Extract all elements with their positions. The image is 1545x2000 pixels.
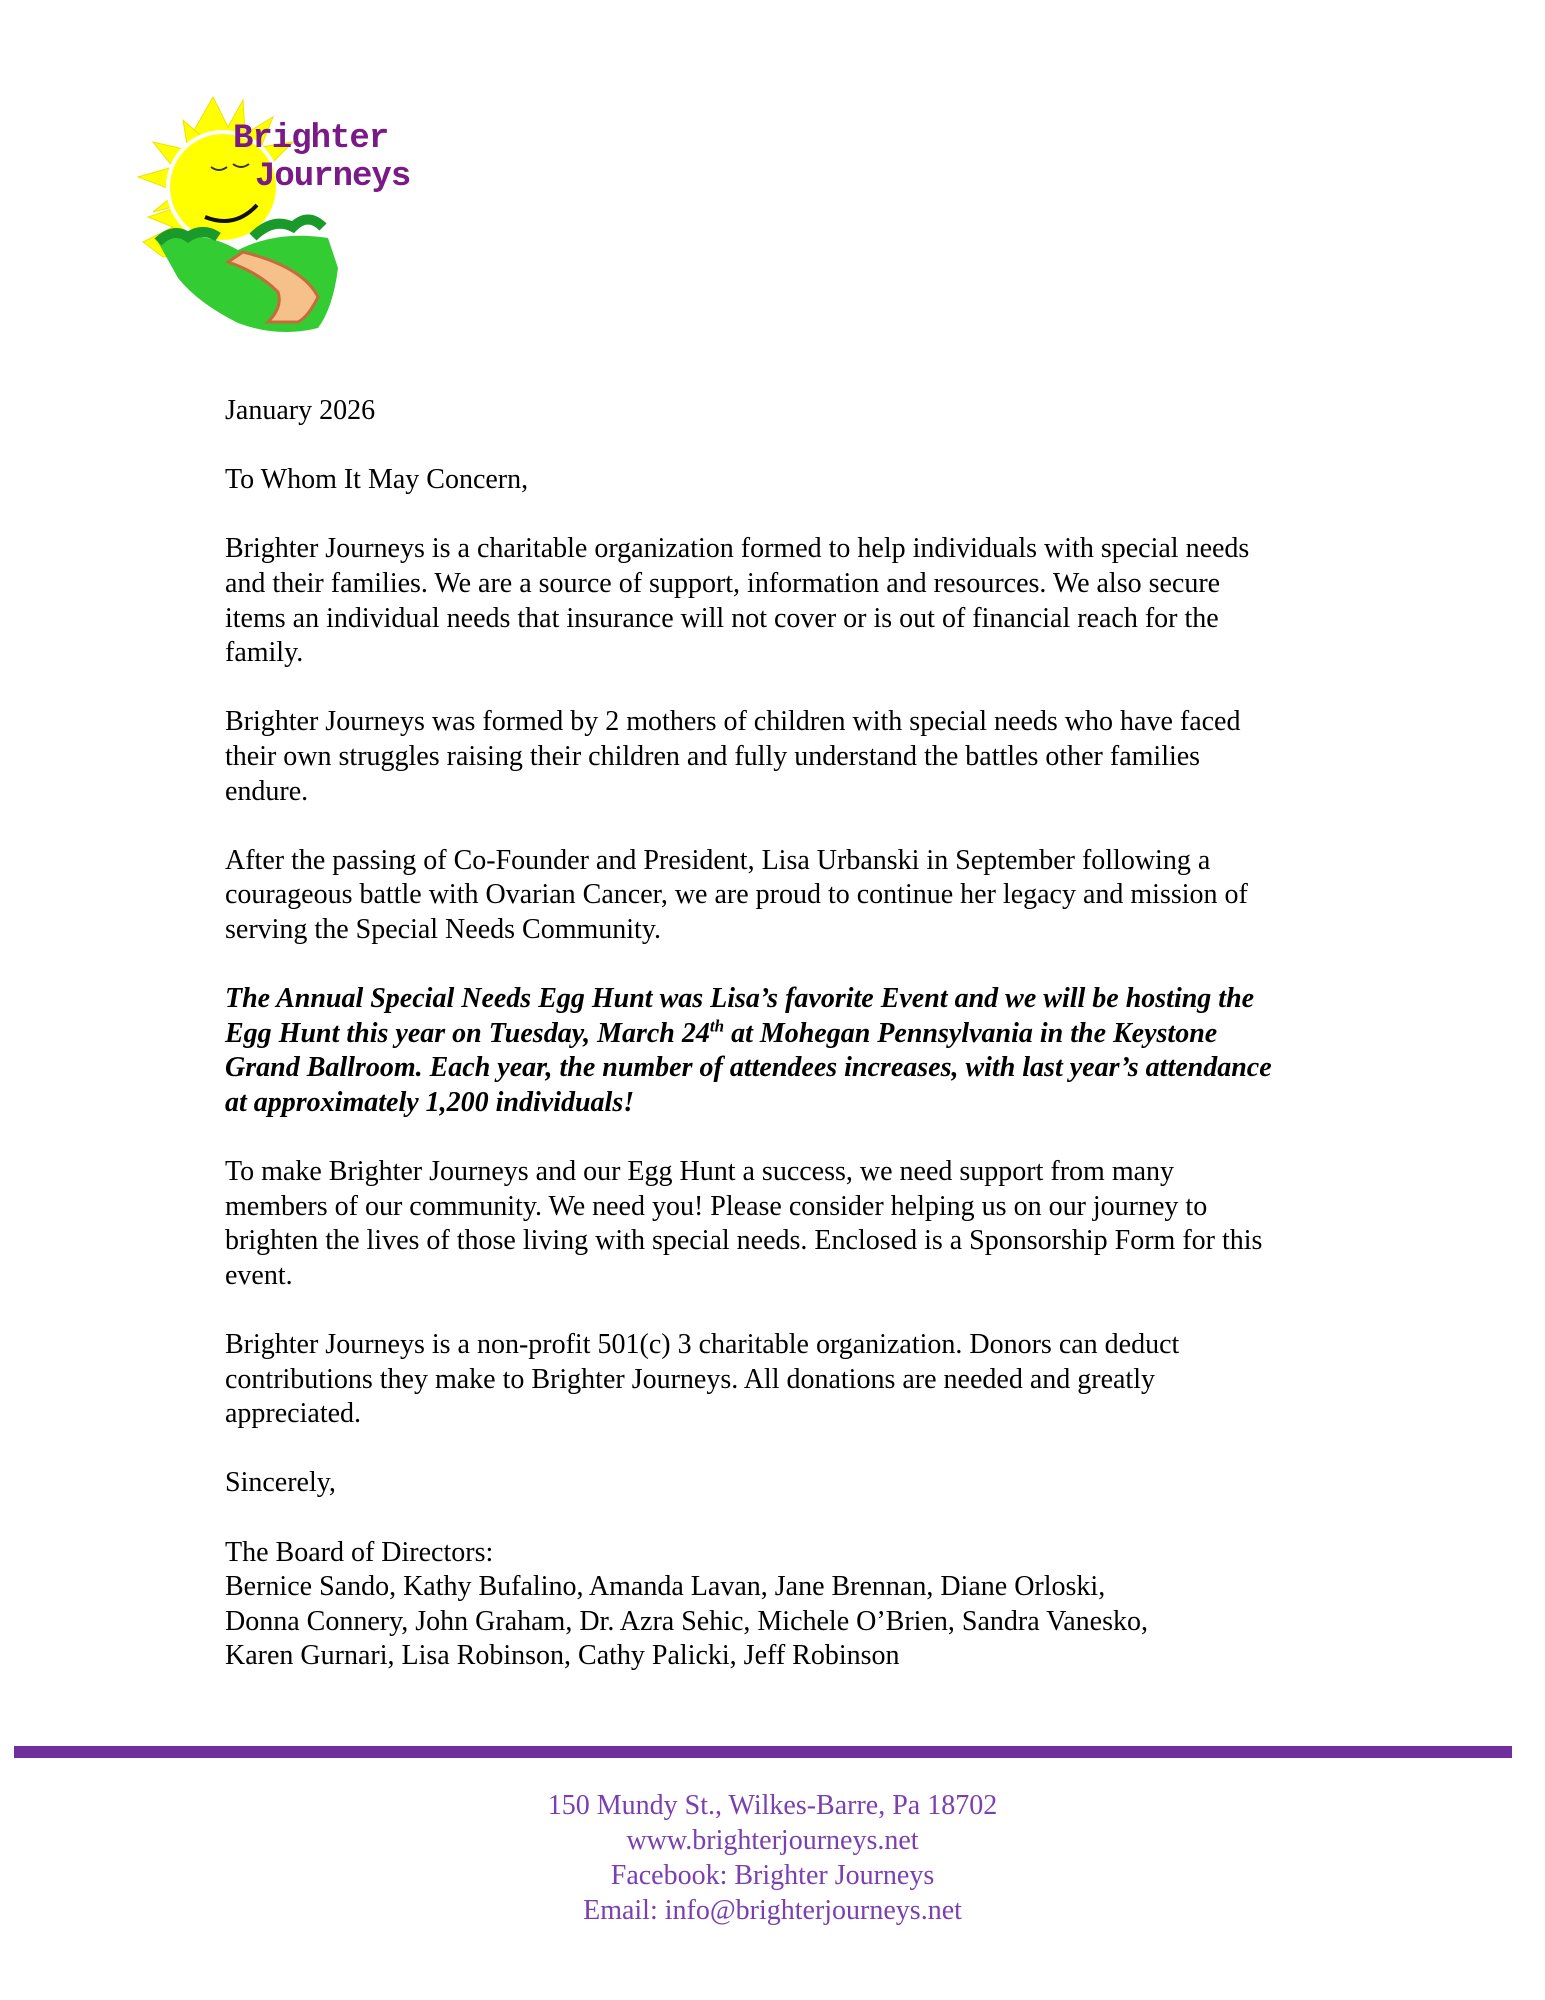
paragraph-line: family.	[225, 637, 304, 669]
paragraph-line: Brighter Journeys is a non-profit 501(c) 3 charitable organization. Donors can deduct	[225, 1329, 1180, 1361]
letter-paragraph	[225, 1328, 1385, 1432]
footer-address: 150 Mundy St., Wilkes-Barre, Pa 18702	[547, 1790, 998, 1821]
paragraph-line: and their families. We are a source of support, information and resources. We also secure	[225, 567, 1221, 599]
paragraph-line: serving the Special Needs Community.	[225, 913, 661, 945]
paragraph-line: Grand Ballroom. Each year, the number of attendees increases, with last year’s attendance	[225, 1052, 1272, 1084]
egg-hunt-highlight-paragraph	[225, 982, 1385, 1120]
paragraph-line: To make Brighter Journeys and our Egg Hunt a success, we need support from many	[225, 1156, 1175, 1188]
footer-website-link[interactable]: www.brighterjourneys.net	[626, 1825, 919, 1856]
paragraph-line: endure.	[225, 775, 309, 807]
line-text: Egg Hunt this year on Tuesday, March 24	[225, 1017, 710, 1049]
logo-text-brighter: Brighter	[233, 120, 389, 158]
paragraph-line: contributions they make to Brighter Journeys. All donations are needed and greatly	[225, 1363, 1155, 1395]
footer-email[interactable]: Email: info@brighterjourneys.net	[583, 1895, 962, 1926]
logo-text-journeys: Journeys	[255, 158, 411, 196]
letter-date: January 2026	[225, 395, 376, 426]
board-title: The Board of Directors:	[225, 1536, 494, 1568]
paragraph-line: The Annual Special Needs Egg Hunt was Lisa’s favorite Event and we will be hosting the	[225, 983, 1255, 1015]
letter-paragraph	[225, 1155, 1385, 1293]
paragraph-line: brighten the lives of those living with special needs. Enclosed is a Sponsorship Form for this	[225, 1225, 1263, 1257]
paragraph-line: at approximately 1,200 individuals!	[225, 1086, 635, 1118]
paragraph-line: their own struggles raising their children and fully understand the battles other families	[225, 740, 1201, 772]
board-members-line: Donna Connery, John Graham, Dr. Azra Sehic, Michele O’Brien, Sandra Vanesko,	[225, 1605, 1149, 1637]
paragraph-line: appreciated.	[225, 1398, 362, 1430]
paragraph-line: items an individual needs that insurance will not cover or is out of financial reach for the	[225, 602, 1219, 634]
letter-paragraph	[225, 705, 1385, 809]
board-members-line: Karen Gurnari, Lisa Robinson, Cathy Palicki, Jeff Robinson	[225, 1640, 900, 1672]
paragraph-line: event.	[225, 1259, 293, 1291]
salutation: To Whom It May Concern,	[225, 464, 529, 496]
footer-facebook: Facebook: Brighter Journeys	[610, 1860, 935, 1891]
letter-paragraph	[225, 532, 1385, 670]
board-members-line: Bernice Sando, Kathy Bufalino, Amanda Lavan, Jane Brennan, Diane Orloski,	[225, 1571, 1106, 1603]
line-text: at Mohegan Pennsylvania in the Keystone	[724, 1017, 1218, 1049]
board-members	[225, 1570, 1385, 1674]
footer-divider	[14, 1746, 1512, 1758]
paragraph-line: members of our community. We need you! Please consider helping us on our journey to	[225, 1190, 1208, 1222]
paragraph-line: courageous battle with Ovarian Cancer, we are proud to continue her legacy and mission of	[225, 879, 1248, 911]
letter-body	[225, 394, 1385, 1674]
paragraph-line	[225, 1017, 1385, 1052]
footer-contact	[0, 1788, 1545, 1928]
paragraph-line: Brighter Journeys was formed by 2 mothers of children with special needs who have faced	[225, 706, 1241, 738]
closing: Sincerely,	[225, 1467, 336, 1499]
paragraph-line: After the passing of Co-Founder and President, Lisa Urbanski in September following a	[225, 844, 1211, 876]
paragraph-line: Brighter Journeys is a charitable organization formed to help individuals with special needs	[225, 533, 1250, 565]
brighter-journeys-logo	[133, 92, 411, 332]
letter-paragraph	[225, 844, 1385, 948]
ordinal-suffix: th	[709, 1016, 725, 1036]
